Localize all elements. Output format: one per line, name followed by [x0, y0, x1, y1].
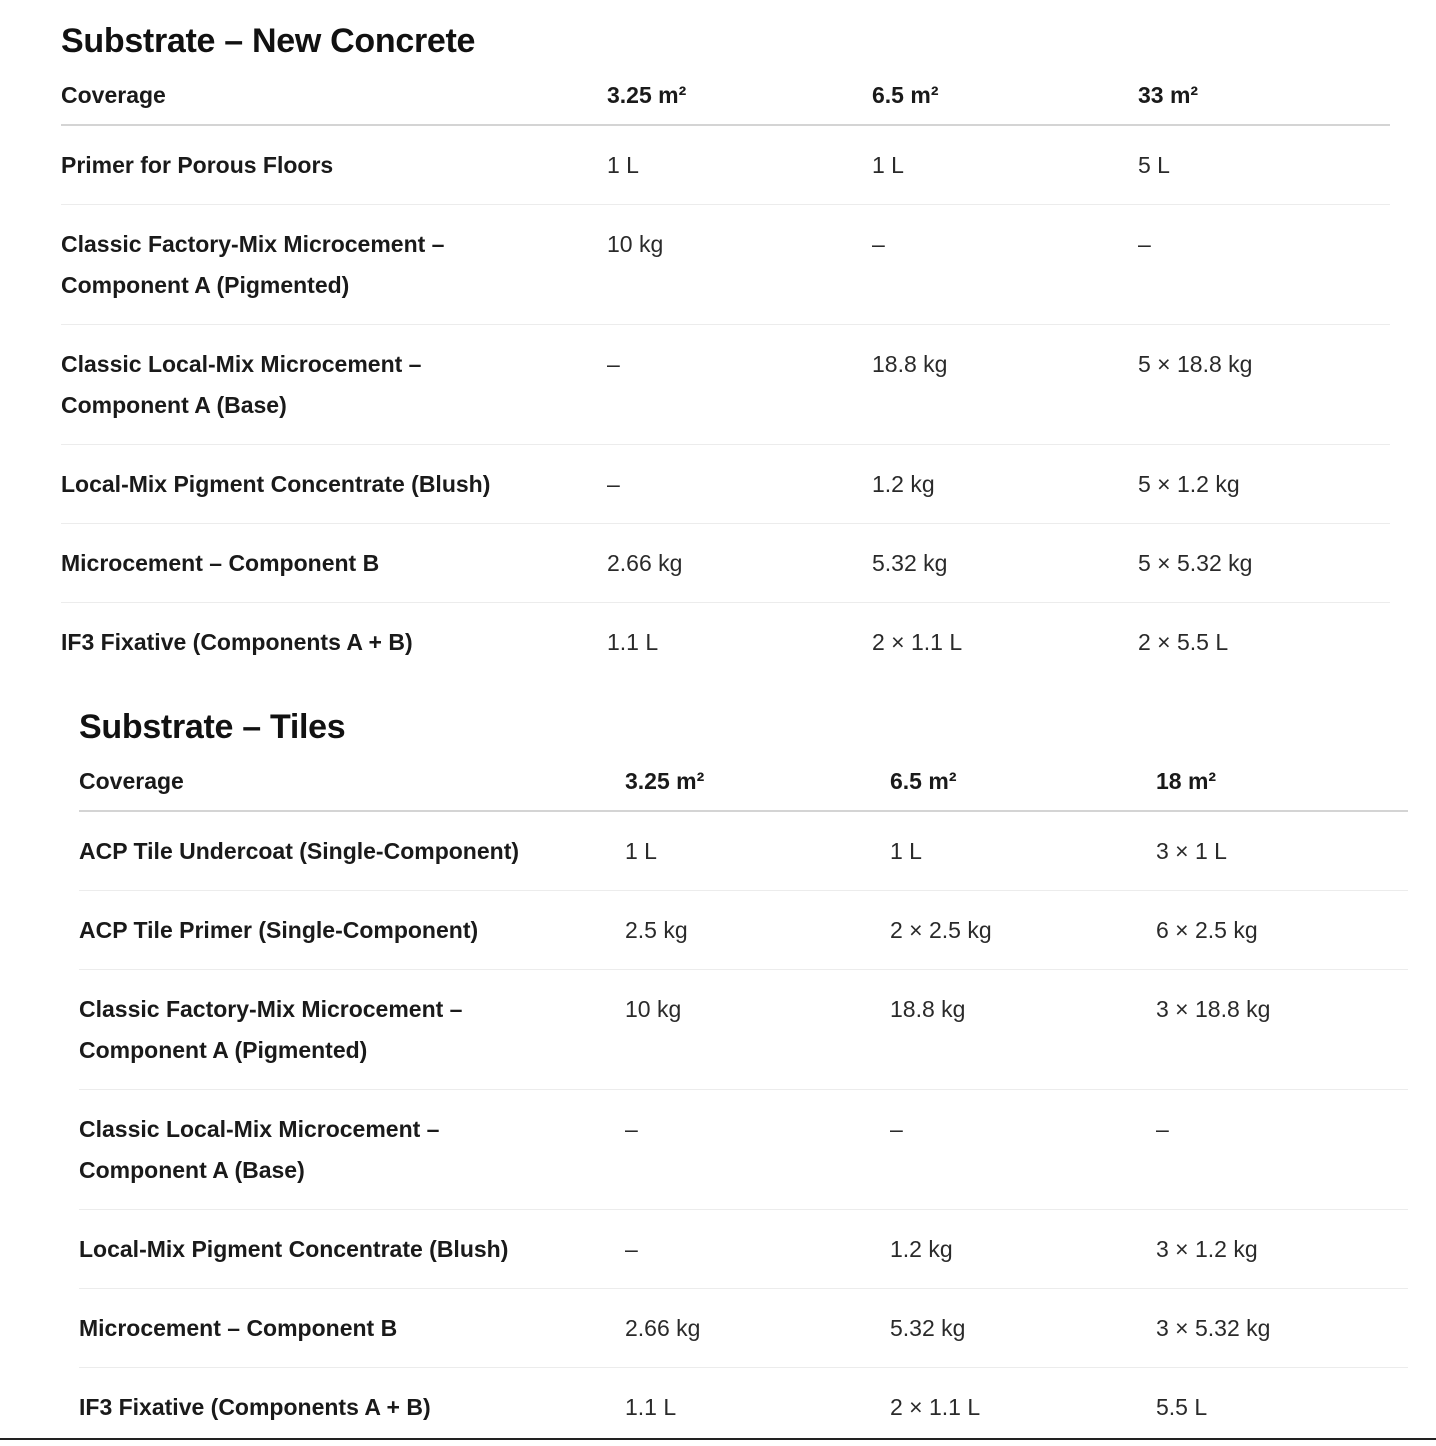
- quantity-cell: 2 × 5.5 L: [1138, 603, 1390, 682]
- coverage-table: [79, 752, 1408, 1446]
- quantity-cell: 1.2 kg: [890, 1210, 1156, 1289]
- quantity-cell: 2.66 kg: [625, 1289, 890, 1368]
- product-name: Classic Local-Mix Microcement – Component A (Base): [61, 325, 607, 445]
- section-new-concrete: [61, 16, 1390, 681]
- quantity-cell: 3 × 18.8 kg: [1156, 970, 1408, 1090]
- table-row: [61, 445, 1390, 524]
- quantity-cell: 10 kg: [625, 970, 890, 1090]
- header-area-1: 3.25 m²: [625, 752, 890, 811]
- quantity-cell: –: [890, 1090, 1156, 1210]
- product-name: Classic Local-Mix Microcement – Component A (Base): [79, 1090, 625, 1210]
- quantity-cell: –: [1156, 1090, 1408, 1210]
- table-row: [79, 1368, 1408, 1446]
- table-row: [61, 325, 1390, 445]
- quantity-cell: –: [1138, 205, 1390, 325]
- quantity-cell: 1.1 L: [625, 1368, 890, 1446]
- header-area-1: 3.25 m²: [607, 66, 872, 125]
- quantity-cell: 5.5 L: [1156, 1368, 1408, 1446]
- header-area-3: 18 m²: [1156, 752, 1408, 811]
- quantity-cell: 6 × 2.5 kg: [1156, 891, 1408, 970]
- product-name: IF3 Fixative (Components A + B): [61, 603, 607, 682]
- product-name: Local-Mix Pigment Concentrate (Blush): [61, 445, 607, 524]
- product-name: Primer for Porous Floors: [61, 125, 607, 205]
- quantity-cell: –: [607, 325, 872, 445]
- quantity-cell: 5.32 kg: [890, 1289, 1156, 1368]
- quantity-cell: 10 kg: [607, 205, 872, 325]
- table-row: [61, 603, 1390, 682]
- quantity-cell: 2.5 kg: [625, 891, 890, 970]
- quantity-cell: 2 × 1.1 L: [872, 603, 1138, 682]
- product-name: ACP Tile Primer (Single-Component): [79, 891, 625, 970]
- quantity-cell: –: [625, 1090, 890, 1210]
- quantity-cell: –: [872, 205, 1138, 325]
- quantity-cell: 5 L: [1138, 125, 1390, 205]
- quantity-cell: –: [607, 445, 872, 524]
- header-coverage: Coverage: [79, 752, 625, 811]
- coverage-table: [61, 66, 1390, 681]
- product-name: Classic Factory-Mix Microcement – Component A (Pigmented): [61, 205, 607, 325]
- quantity-cell: 5 × 5.32 kg: [1138, 524, 1390, 603]
- table-row: [79, 970, 1408, 1090]
- product-name: Local-Mix Pigment Concentrate (Blush): [79, 1210, 625, 1289]
- quantity-cell: 3 × 1.2 kg: [1156, 1210, 1408, 1289]
- table-row: [61, 125, 1390, 205]
- quantity-cell: –: [625, 1210, 890, 1289]
- quantity-cell: 5 × 1.2 kg: [1138, 445, 1390, 524]
- table-row: [79, 811, 1408, 891]
- section-title: Substrate – Tiles: [79, 702, 1408, 752]
- section-title: Substrate – New Concrete: [61, 16, 1390, 66]
- table-row: [79, 1210, 1408, 1289]
- header-area-3: 33 m²: [1138, 66, 1390, 125]
- product-name: IF3 Fixative (Components A + B): [79, 1368, 625, 1446]
- product-name: Classic Factory-Mix Microcement – Component A (Pigmented): [79, 970, 625, 1090]
- product-name: ACP Tile Undercoat (Single-Component): [79, 811, 625, 891]
- table-row: [79, 891, 1408, 970]
- table-row: [61, 524, 1390, 603]
- quantity-cell: 2 × 2.5 kg: [890, 891, 1156, 970]
- quantity-cell: 18.8 kg: [872, 325, 1138, 445]
- product-name: Microcement – Component B: [61, 524, 607, 603]
- header-area-2: 6.5 m²: [890, 752, 1156, 811]
- table-row: [79, 1289, 1408, 1368]
- quantity-cell: 1 L: [625, 811, 890, 891]
- quantity-cell: 18.8 kg: [890, 970, 1156, 1090]
- quantity-cell: 2 × 1.1 L: [890, 1368, 1156, 1446]
- quantity-cell: 2.66 kg: [607, 524, 872, 603]
- quantity-cell: 1.1 L: [607, 603, 872, 682]
- table-row: [61, 205, 1390, 325]
- header-row: [79, 752, 1408, 811]
- quantity-cell: 3 × 5.32 kg: [1156, 1289, 1408, 1368]
- quantity-cell: 1.2 kg: [872, 445, 1138, 524]
- quantity-cell: 1 L: [872, 125, 1138, 205]
- header-row: [61, 66, 1390, 125]
- section-tiles: [79, 702, 1408, 1446]
- quantity-cell: 1 L: [607, 125, 872, 205]
- product-name: Microcement – Component B: [79, 1289, 625, 1368]
- header-area-2: 6.5 m²: [872, 66, 1138, 125]
- quantity-cell: 5 × 18.8 kg: [1138, 325, 1390, 445]
- header-coverage: Coverage: [61, 66, 607, 125]
- table-row: [79, 1090, 1408, 1210]
- quantity-cell: 3 × 1 L: [1156, 811, 1408, 891]
- quantity-cell: 1 L: [890, 811, 1156, 891]
- quantity-cell: 5.32 kg: [872, 524, 1138, 603]
